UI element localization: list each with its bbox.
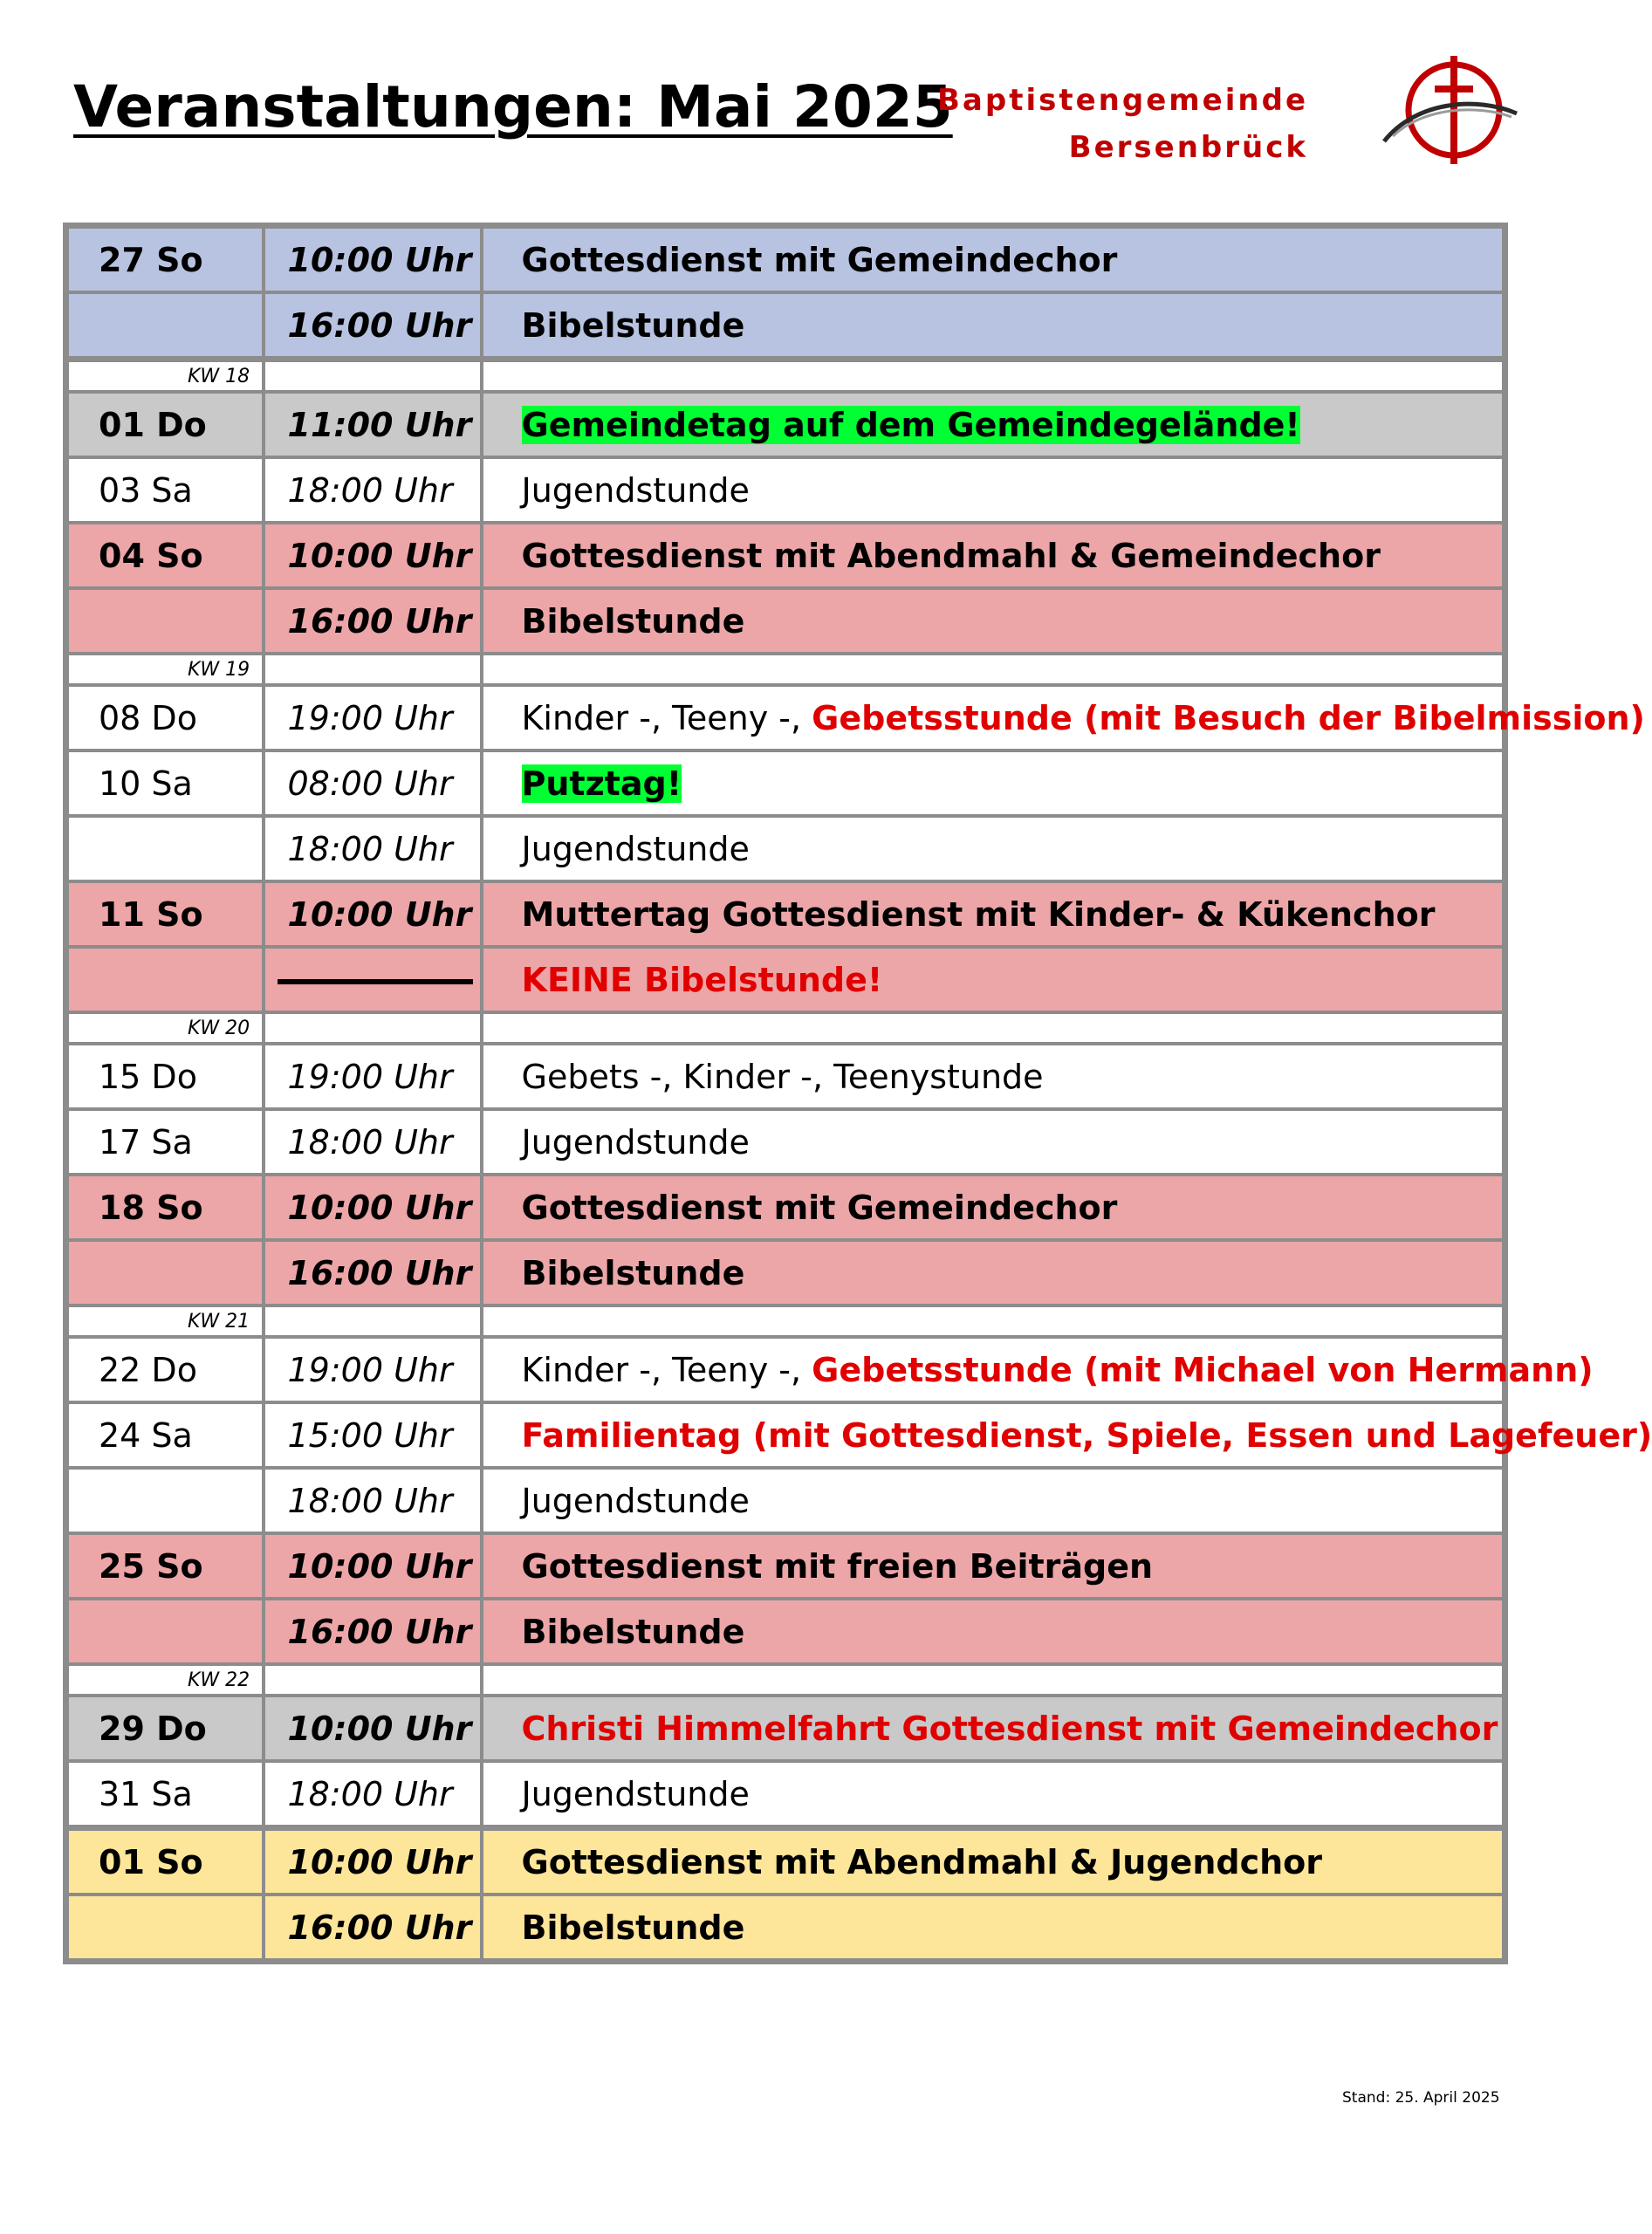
event-title-prefix: Kinder -, Teeny -, [521, 698, 812, 737]
event-day: 01 So [66, 1828, 264, 1895]
event-title: Bibelstunde [482, 292, 1505, 360]
event-row [66, 685, 1505, 750]
event-day: 18 So [66, 1175, 264, 1240]
event-title: Bibelstunde [482, 1599, 1505, 1664]
event-time: 10:00 Uhr [264, 523, 482, 588]
event-time: 18:00 Uhr [264, 1109, 482, 1175]
event-row [66, 881, 1505, 947]
event-time: 19:00 Uhr [264, 1337, 482, 1402]
week-row [66, 360, 1505, 393]
event-row [66, 750, 1505, 816]
event-title-prefix: Kinder -, Teeny -, [521, 1350, 812, 1389]
event-row [66, 1175, 1505, 1240]
event-day: 15 Do [66, 1044, 264, 1109]
event-title: Gemeindetag auf dem Gemeindegelände! [521, 405, 1300, 444]
week-row [66, 1012, 1505, 1044]
event-title: Jugendstunde [482, 1468, 1505, 1533]
event-day: 27 So [66, 226, 264, 293]
event-row [66, 816, 1505, 881]
event-day [66, 1599, 264, 1664]
event-day: 11 So [66, 881, 264, 947]
event-row [66, 947, 1505, 1012]
event-title-highlight: Gebetsstunde (mit Besuch der Bibelmission) [812, 698, 1645, 737]
event-row [66, 588, 1505, 654]
event-day: 08 Do [66, 685, 264, 750]
event-day: 04 So [66, 523, 264, 588]
event-day: 10 Sa [66, 750, 264, 816]
event-day: 01 Do [66, 392, 264, 457]
week-number: KW 20 [66, 1012, 264, 1044]
event-day: 25 So [66, 1533, 264, 1599]
event-time: 15:00 Uhr [264, 1402, 482, 1468]
event-time [264, 947, 482, 1012]
org-line-1: Baptistengemeinde [937, 83, 1308, 118]
event-title: Gebets -, Kinder -, Teenystunde [482, 1044, 1505, 1109]
event-row [66, 1044, 1505, 1109]
event-time: 16:00 Uhr [264, 1599, 482, 1664]
event-day: 22 Do [66, 1337, 264, 1402]
event-time: 10:00 Uhr [264, 1696, 482, 1761]
no-time-dash [278, 979, 473, 984]
week-number: KW 18 [66, 360, 264, 393]
week-number: KW 19 [66, 654, 264, 685]
week-number: KW 21 [66, 1305, 264, 1337]
status-date: Stand: 25. April 2025 [1342, 2089, 1500, 2107]
event-time: 10:00 Uhr [264, 1175, 482, 1240]
event-time: 16:00 Uhr [264, 1240, 482, 1305]
event-title: Bibelstunde [482, 1895, 1505, 1962]
event-day [66, 947, 264, 1012]
event-time: 08:00 Uhr [264, 750, 482, 816]
event-time: 16:00 Uhr [264, 1895, 482, 1962]
event-title: Putztag! [521, 764, 682, 803]
cross-circle-logo-icon [1381, 51, 1520, 169]
event-row [66, 1402, 1505, 1468]
organization-name [937, 77, 1308, 171]
event-row [66, 1468, 1505, 1533]
event-row [66, 392, 1505, 457]
org-line-2: Bersenbrück [1068, 130, 1308, 165]
event-row [66, 1240, 1505, 1305]
event-title: Bibelstunde [482, 588, 1505, 654]
event-time: 18:00 Uhr [264, 1761, 482, 1828]
week-row [66, 654, 1505, 685]
event-day [66, 292, 264, 360]
event-day: 17 Sa [66, 1109, 264, 1175]
event-day [66, 816, 264, 881]
event-title: Gottesdienst mit freien Beiträgen [482, 1533, 1505, 1599]
event-day [66, 588, 264, 654]
event-row [66, 1599, 1505, 1664]
event-time: 18:00 Uhr [264, 457, 482, 523]
event-title: Gottesdienst mit Gemeindechor [482, 226, 1505, 293]
event-time: 10:00 Uhr [264, 881, 482, 947]
event-day [66, 1468, 264, 1533]
event-title: Gottesdienst mit Abendmahl & Jugendchor [482, 1828, 1505, 1895]
event-title: Familientag (mit Gottesdienst, Spiele, Essen und Lagefeuer) [482, 1402, 1505, 1468]
event-title: Christi Himmelfahrt Gottesdienst mit Gemeindechor [482, 1696, 1505, 1761]
event-title: KEINE Bibelstunde! [482, 947, 1505, 1012]
event-day: 29 Do [66, 1696, 264, 1761]
event-row [66, 1895, 1505, 1962]
event-title: Jugendstunde [482, 457, 1505, 523]
event-time: 10:00 Uhr [264, 1533, 482, 1599]
event-day [66, 1895, 264, 1962]
week-row [66, 1305, 1505, 1337]
week-row [66, 1664, 1505, 1696]
event-title: Jugendstunde [482, 1109, 1505, 1175]
event-day: 03 Sa [66, 457, 264, 523]
page-title: Veranstaltungen: Mai 2025 [73, 73, 953, 140]
event-day: 31 Sa [66, 1761, 264, 1828]
event-time: 16:00 Uhr [264, 292, 482, 360]
event-row [66, 1109, 1505, 1175]
event-day: 24 Sa [66, 1402, 264, 1468]
event-title [482, 1337, 1594, 1402]
event-row [66, 1337, 1505, 1402]
event-time: 19:00 Uhr [264, 685, 482, 750]
event-title: Jugendstunde [482, 1761, 1505, 1828]
event-row [66, 226, 1505, 293]
event-row [66, 292, 1505, 360]
event-row [66, 457, 1505, 523]
event-row [66, 1533, 1505, 1599]
event-time: 10:00 Uhr [264, 1828, 482, 1895]
event-title: Jugendstunde [482, 816, 1505, 881]
event-title: Bibelstunde [482, 1240, 1505, 1305]
event-title: Gottesdienst mit Abendmahl & Gemeindechor [482, 523, 1505, 588]
event-title-highlight: Gebetsstunde (mit Michael von Hermann) [812, 1350, 1594, 1389]
event-title: Muttertag Gottesdienst mit Kinder- & Kükenchor [482, 881, 1505, 947]
event-day [66, 1240, 264, 1305]
event-row [66, 1696, 1505, 1761]
event-time: 19:00 Uhr [264, 1044, 482, 1109]
event-time: 16:00 Uhr [264, 588, 482, 654]
event-time: 10:00 Uhr [264, 226, 482, 293]
event-title [482, 685, 1645, 750]
event-row [66, 1828, 1505, 1895]
event-time: 18:00 Uhr [264, 1468, 482, 1533]
event-schedule-table [63, 223, 1652, 1964]
week-number: KW 22 [66, 1664, 264, 1696]
event-time: 18:00 Uhr [264, 816, 482, 881]
event-title: Gottesdienst mit Gemeindechor [482, 1175, 1505, 1240]
event-time: 11:00 Uhr [264, 392, 482, 457]
event-row [66, 1761, 1505, 1828]
event-row [66, 523, 1505, 588]
